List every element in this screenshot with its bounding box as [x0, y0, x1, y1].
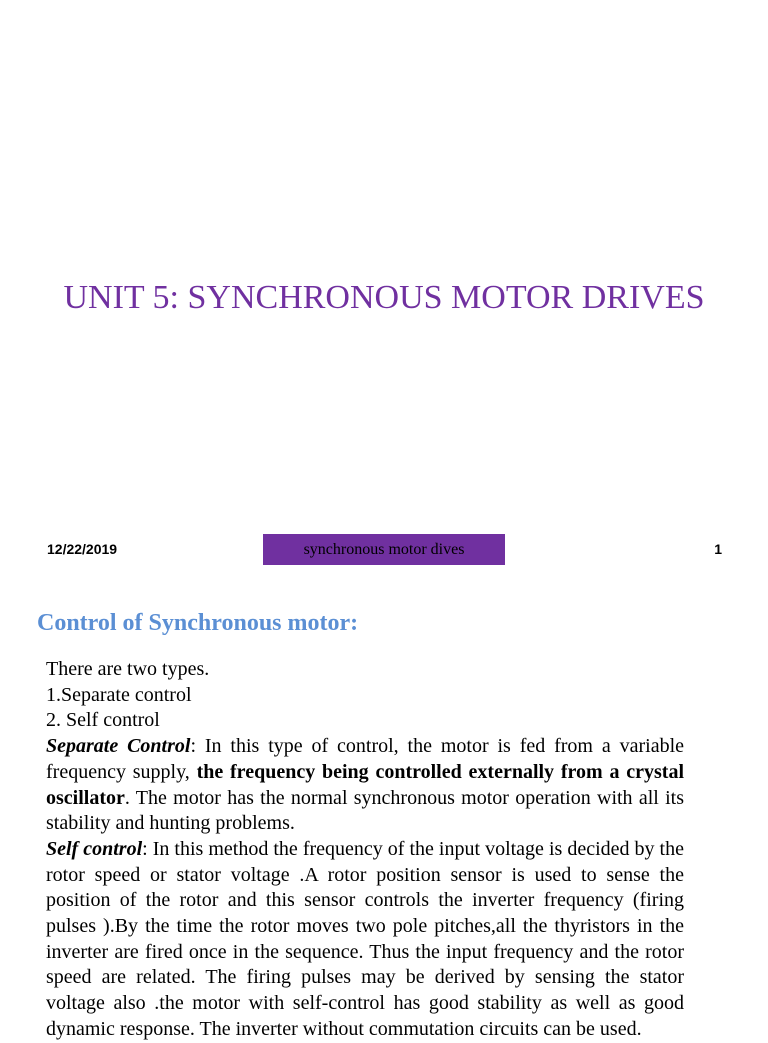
footer-date: 12/22/2019 [47, 541, 118, 557]
self-control-term: Self control [46, 837, 143, 860]
list-item-separate: 1.Separate control [46, 683, 192, 706]
separate-control-term: Separate Control [46, 735, 191, 758]
self-control-text: In this method the frequency of the input voltage is decided by the rotor speed or stator voltage .A rotor position sensor is used to sense the position of the rotor and this sensor controls the inverter frequency (firing pulses ).By the time the rotor moves two pole pitches,all the thyristors in the inverter are fired once in the sequence. Thus the input frequency and the rotor speed are related. The firing pulses may be derived by sensing the stator voltage also .the motor with self-control has good stability as well as good dynamic response. The inverter without commutation circuits can be used. [46, 837, 684, 1040]
separate-control-colon: : [190, 735, 205, 758]
slide-title: UNIT 5: SYNCHRONOUS MOTOR DRIVES [63, 279, 705, 316]
separate-control-bold: the frequency being controlled externally from a crystal oscillator [46, 760, 685, 809]
self-control-paragraph [46, 837, 684, 1043]
footer-label-box [263, 534, 505, 565]
intro-line: There are two types. [46, 658, 210, 680]
separate-control-text-1: In this type of control, the motor is fed from a variable frequency supply, [46, 735, 685, 783]
section-heading: Control of Synchronous motor: [37, 610, 359, 636]
self-control-colon: : [142, 837, 153, 860]
separate-control-paragraph [46, 734, 684, 837]
page-number: 1 [714, 541, 722, 557]
separate-control-text-2: . The motor has the normal synchronous motor operation with all its stability and hunting problems. [46, 786, 684, 835]
footer-label: synchronous motor dives [303, 540, 465, 558]
body-text [46, 657, 684, 1043]
list-item-self: 2. Self control [46, 709, 160, 732]
